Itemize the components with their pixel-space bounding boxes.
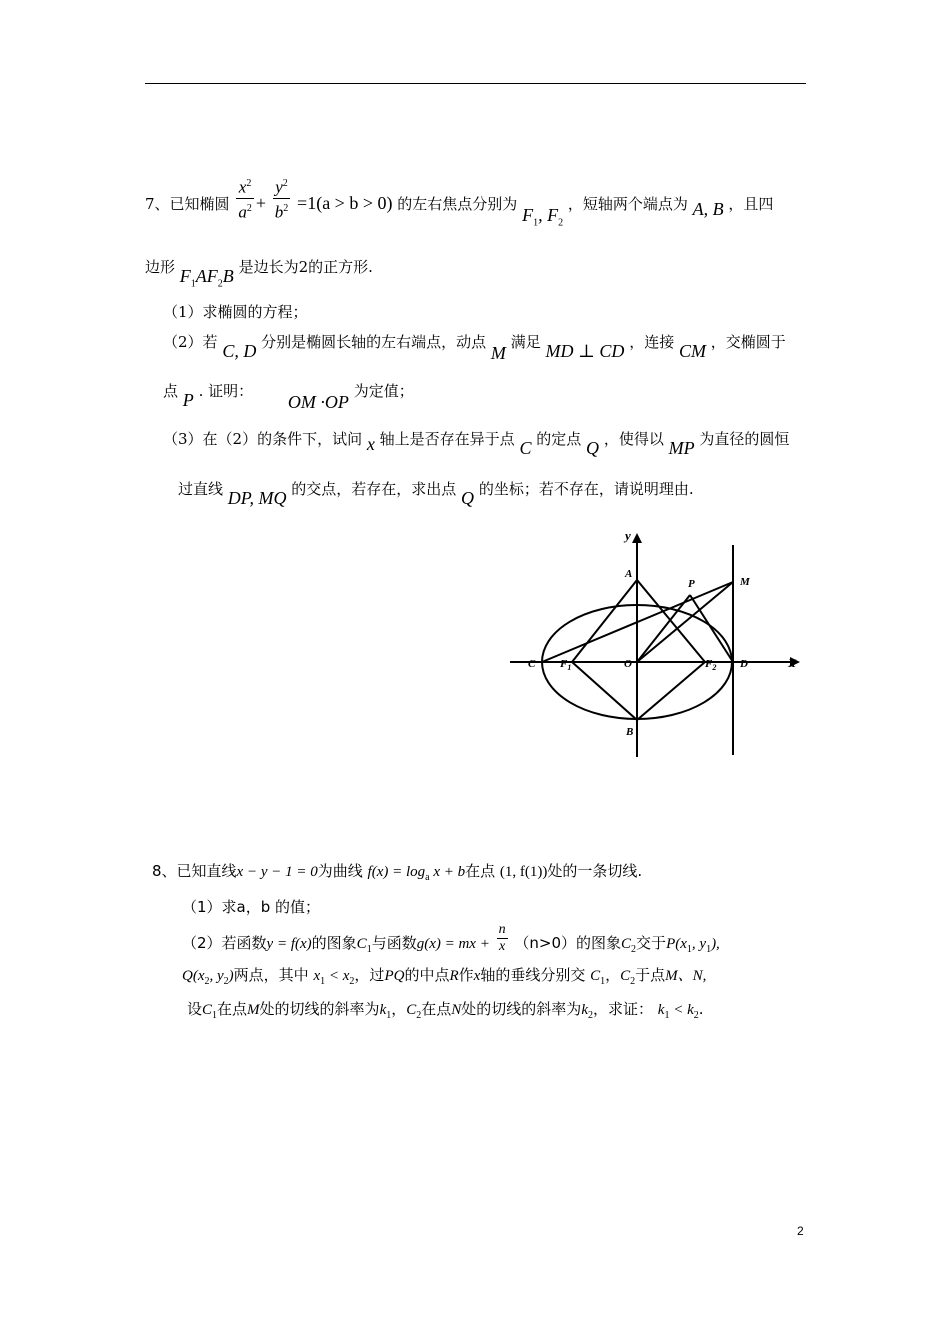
quad-f1af2b: $F_1AF_2B$: [179, 266, 234, 290]
line-cm: CM: [679, 341, 707, 361]
p7-l2-b: 是边长为2的正方形.: [238, 258, 373, 276]
point-q: Q: [586, 438, 600, 458]
p7-line1: 7、已知椭圆 $\frac{x^2}{a^2}$ + $\frac{y^2}{b^2}$ =1(a > b > 0) 的左右焦点分别为 $F_1$, $F_2$ ，短轴两个端点为 A, B ，且四: [145, 188, 773, 222]
label-f1: $F_1$: [560, 658, 572, 672]
p7-l2-a: 边形: [145, 258, 176, 276]
p7-q3-line2: 过直线 DP, MQ 的交点，若存在，求出点 Q 的坐标；若不存在，请说明理由.: [178, 480, 694, 508]
p7-line2: [145, 256, 373, 290]
p8-line5: 设$C_1$在点M处的切线的斜率为$k_1$，$C_2$在点N处的切线的斜率为$k_2$，求证： $k_1 < k_2$.: [187, 1000, 704, 1021]
frac-n-x: $\frac{n}{x}$: [498, 922, 506, 954]
lines-dp-mq: DP, MQ: [227, 488, 287, 508]
header-rule: [145, 83, 806, 84]
label-a: A: [625, 568, 633, 580]
label-d: D: [740, 658, 748, 670]
foci: $F_1$, $F_2$: [522, 205, 564, 229]
page-number: 2: [797, 1224, 804, 1238]
p7-text-c: ，且四: [728, 195, 774, 214]
p7-q2: （2）若 C, D 分别是椭圆长轴的左右端点，动点 M 满足 MD ⊥ CD ，连接 CM ，交椭圆于: [163, 333, 786, 363]
point-c: C: [519, 438, 532, 458]
p8-line1: 8、已知直线x − y − 1 = 0为曲线 $f(x) = \log_a x + b$在点 (1, f(1))处的一条切线.: [152, 862, 643, 883]
label-o: O: [624, 658, 632, 670]
p8-line4: $Q(x_2$, $y_2$)两点，其中 $x_1 < x_2$，过PQ的中点R作x轴的垂线分别交 $C_1$，$C_2$于点M、N,: [182, 966, 707, 987]
y-axis-arrow: [632, 533, 642, 543]
label-c: C: [528, 658, 536, 670]
label-y: y: [625, 528, 631, 543]
frac-y2-b2: $\frac{y^2}{b^2}$: [273, 174, 291, 222]
line-om: [637, 582, 733, 662]
points-ab: A, B: [692, 199, 724, 220]
f-log: $f(x) = \log_a x + b$: [367, 864, 466, 883]
p7-text-a: 的左右焦点分别为: [397, 195, 518, 214]
points-cd: C, D: [222, 341, 257, 361]
p7-q2-line2: 点 P . 证明： OM ·OP 为定值；: [163, 382, 414, 412]
point-m: M: [490, 343, 506, 363]
label-f2: $F_2$: [705, 658, 717, 672]
frac-x2-a2: $\frac{x^2}{a^2}$: [236, 174, 254, 222]
eq-tail: =1(a > b > 0): [297, 193, 393, 214]
md-perp-cd: MD ⊥ CD: [545, 341, 625, 361]
label-x: X: [788, 656, 797, 670]
om-dot-op: OM ·OP: [287, 392, 349, 412]
p7-text-b: ，短轴两个端点为: [567, 195, 688, 214]
label-b: B: [626, 726, 634, 738]
point-p: P: [182, 390, 194, 410]
ellipse-figure: [500, 525, 820, 765]
p8-line2: （1）求a，b 的值；: [182, 898, 321, 916]
point-q-2: Q: [461, 488, 475, 508]
p8-line3: （2）若函数y = f(x)的图象$C_1$与函数g(x) = mx + $\frac{n}{x}$ （n>0）的图象$C_2$交于$P(x_1$, $y_1$),: [182, 922, 720, 955]
x-axis-ref: x: [366, 434, 375, 454]
p7-q1: （1）求椭圆的方程；: [163, 303, 308, 321]
segment-mp: MP: [668, 438, 695, 458]
p7-label: 7、已知椭圆: [145, 195, 230, 214]
line-eq: x − y − 1 = 0: [236, 864, 318, 880]
p7-q3: （3）在（2）的条件下，试问 x 轴上是否存在异于点 C 的定点 Q ，使得以 MP 为直径的圆恒: [163, 430, 790, 458]
point-1-f1: (1, f(1)): [499, 864, 548, 880]
label-p: P: [688, 578, 695, 590]
label-m: M: [740, 576, 750, 588]
